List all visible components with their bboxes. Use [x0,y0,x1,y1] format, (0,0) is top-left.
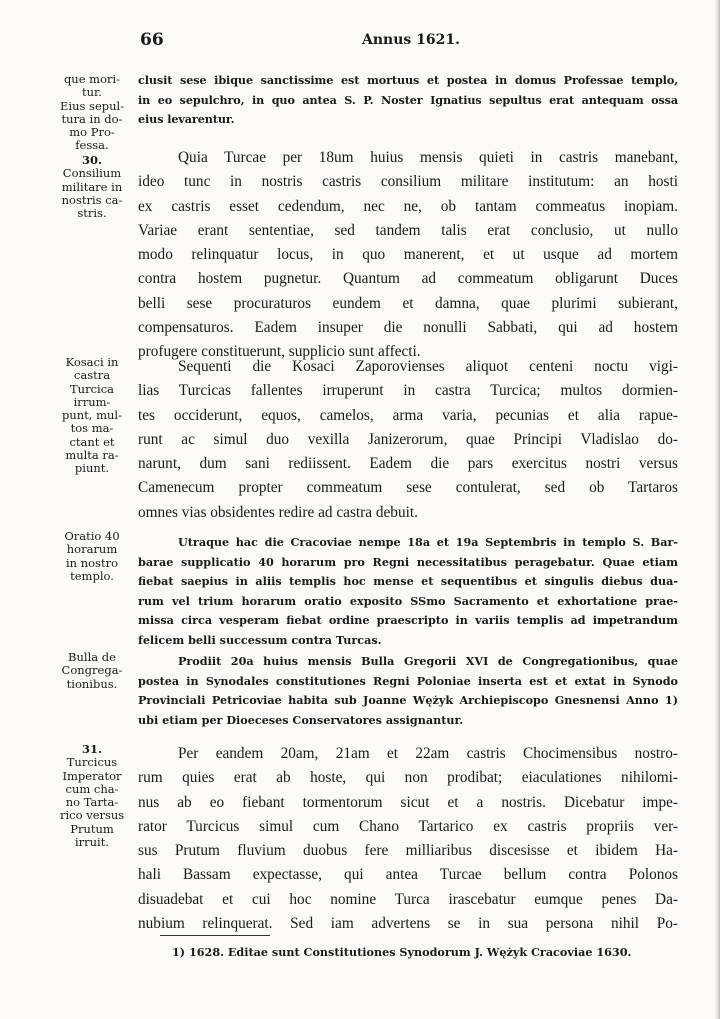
footnote-rule [160,935,270,936]
margin-note-council: 30. Consilium militare in nostris ca- stris. [61,153,123,221]
paragraph-6: Per eandem 20am, 21am et 22am castris Chocimensibus nostro- rum quies erat ab hoste, qui non prodibat; eiaculationes nihilomi- nus ab eo fiebant tormentorum sicut et a nostris. Dicebatur impe- rator Turcicus simul cum Chano Tartarico ex castris propriis ver- sus Prutum fluvium duobus fere milliaribus discesisse et ibidem Ha- hali Bassam expectasse, qui antea Turcae bellum contra Polonos disuadebat et cui hoc nomine Turca irascebatur eumque penes Da- nubium relinquerat. Sed iam advertens se in sua persona nihil Po- [138,745,678,933]
scan-edge [715,0,720,1019]
section-number: 30. [81,153,102,167]
section-number: 31. [81,742,102,756]
margin-note-kosaci: Kosaci in castra Turcica irrum- punt, mul- tos ma- ctant et multa ra- piunt. [62,355,122,476]
margin-note-bulla: Bulla de Congrega- tionibus. [61,650,123,691]
page-number: 66 [140,30,164,50]
margin-note-death: que mori- tur. Eius sepul- tura in do- mo Pro- fessa. [60,72,125,153]
paragraph-3: Sequenti die Kosaci Zaporovienses aliquot centeni noctu vigi- lias Turcicas fallentes irruperunt in castra Turcica; multos dormien- tes occiderunt, equos, camelos, arma varia, pecunias et alia rapue- runt ac simul duo vexilla Janizerorum, quae Principi Vladislao do- narunt, dum sani rediissent. Eadem die pars exercitus nostri versus Camenecum propter commeatum sese contulerat, sed ob Tartaros omnes vias obsidentes redire ad castra debuit. [138,358,678,521]
margin-note-oratio: Oratio 40 horarum in nostro templo. [64,529,120,583]
paragraph-5: Prodiit 20a huius mensis Bulla Gregorii XVI de Congregationibus, quae postea in Synodales constitutiones Regni Poloniae inserta est et extat in Synodo Provinciali Petricoviae habita sub Joanne Wężyk Archiepiscopo Gnesnensi Anno 1) ubi etiam per Dioeceses Conservatores assignantur. [138,654,678,727]
page-header [140,30,680,54]
paragraph-1: clusit sese ibique sanctissime est mortuus et postea in domus Professae templo, in eo sepulchro, in quo antea S. P. Noster Ignatius sepultus erat antequam ossa eius levarentur. [138,73,678,127]
footnote: 1) 1628. Editae sunt Constitutiones Synodorum J. Wężyk Cracoviae 1630. [172,945,632,959]
paragraph-4: Utraque hac die Cracoviae nempe 18a et 19a Septembris in templo S. Bar- barae supplicatio 40 horarum pro Regni necessitatibus peragebatur. Quae etiam fiebat saepius in aliis templis hoc mense et sequentibus et singulis diebus dua- rum vel trium horarum oratio exposito SSmo Sacramento et exhortatione prae- missa circa vesperam fiebat ordine praescripto in variis templis ad impetrandum felicem belli successum contra Turcas. [138,535,678,647]
running-title: Annus 1621. [362,32,460,48]
paragraph-2: Quia Turcae per 18um huius mensis quieti in castris manebant, ideo tunc in nostris castris consilium militare institutum: an hosti ex castris esset cedendum, nec ne, ob tantam commeatus inopiam. Variae erant sententiae, sed tandem talis erat conclusio, ut nullo modo relinquatur locus, in quo manerent, et ut usque ad mortem contra hostem pugnetur. Quantum ad commeatum obligarunt Duces belli sese procuraturos eundem et damna, quae plurimi subierant, compensaturos. Eadem insuper die nonulli Sabbati, qui ad hostem profugere constituerunt, supplicio sunt affecti. [138,149,678,361]
margin-note-imperator: 31. Turcicus Imperator cum cha- no Tarta- rico versus Prutum irruit. [60,742,125,850]
